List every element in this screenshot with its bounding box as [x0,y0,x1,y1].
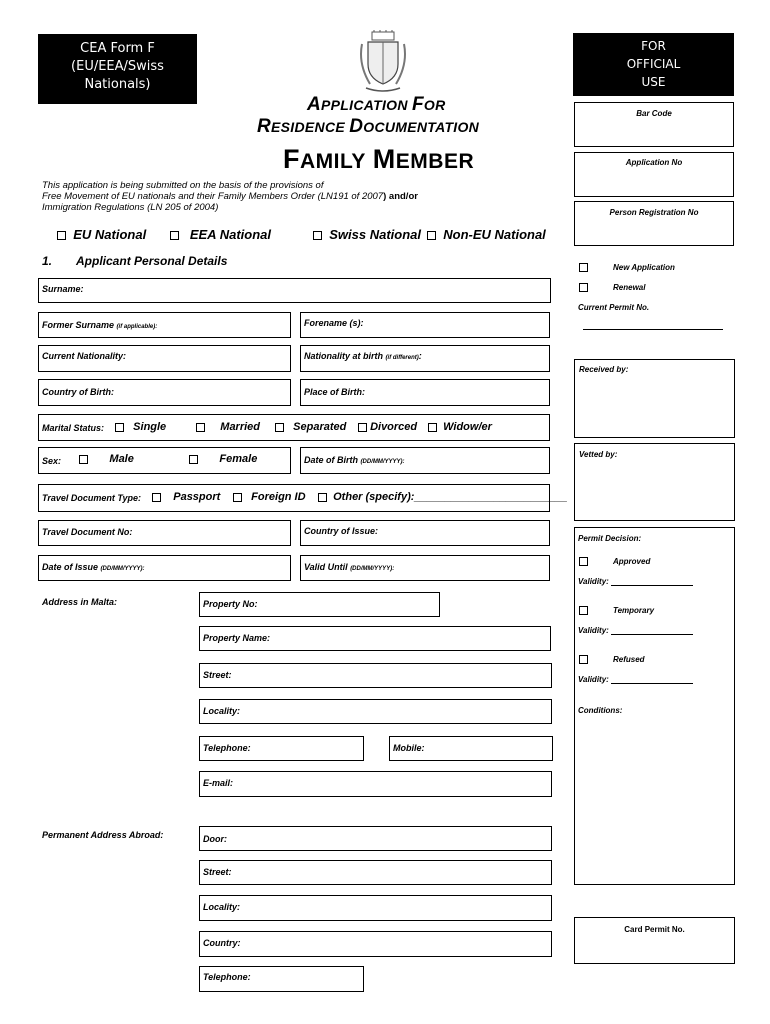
sex-label: Sex: [42,456,62,466]
option-male[interactable]: Male [79,453,134,465]
country-of-issue-field[interactable]: Country of Issue: [300,520,550,546]
validity-line[interactable] [611,626,693,635]
option-renewal[interactable]: Renewal [579,283,645,292]
former-surname-field[interactable]: Former Surname (if applicable): [38,312,291,338]
validity-line[interactable] [611,675,693,684]
locality-field[interactable]: Locality: [199,699,552,724]
checkbox[interactable] [428,423,437,432]
option-married[interactable]: Married [196,421,260,433]
validity-line[interactable] [611,577,693,586]
date-of-issue-field[interactable]: Date of Issue (DD/MM/YYYY): [38,555,291,581]
current-permit-no-label: Current Permit No. [578,303,650,312]
checkbox[interactable] [152,493,161,502]
checkbox[interactable] [318,493,327,502]
validity-temporary[interactable]: Validity: [578,626,693,635]
bar-code-box: Bar Code [574,102,734,147]
option-refused[interactable]: Refused [579,655,645,664]
option-female[interactable]: Female [189,453,257,465]
permanent-address-abroad-label: Permanent Address Abroad: [42,830,164,840]
nationality-at-birth-field[interactable]: Nationality at birth (if different): [300,345,550,372]
mobile-field[interactable]: Mobile: [389,736,553,761]
application-no-box: Application No [574,152,734,197]
permit-decision-label: Permit Decision: [578,534,642,543]
checkbox[interactable] [79,455,88,464]
property-name-field[interactable]: Property Name: [199,626,551,651]
surname-field[interactable]: Surname: [38,278,551,303]
travel-doc-no-field[interactable]: Travel Document No: [38,520,291,546]
received-by-box: Received by: [574,359,735,438]
subtitle-family-member: FAMILY MEMBER [283,144,475,174]
telephone-field[interactable]: Telephone: [199,736,364,761]
option-approved[interactable]: Approved [579,557,650,566]
checkbox[interactable] [427,231,436,240]
telephone-abroad-field[interactable]: Telephone: [199,966,364,992]
vetted-by-box: Vetted by: [574,443,735,521]
title-line-2: RESIDENCE DOCUMENTATION [257,116,480,137]
checkbox[interactable] [57,231,66,240]
checkbox[interactable] [579,283,588,292]
section-1-heading: 1. Applicant Personal Details [42,254,228,268]
travel-doc-type-label: Travel Document Type: [42,493,142,503]
property-no-field[interactable]: Property No: [199,592,440,617]
validity-refused[interactable]: Validity: [578,675,693,684]
street-field[interactable]: Street: [199,663,552,688]
person-registration-no-box: Person Registration No [574,201,734,246]
checkbox[interactable] [579,263,588,272]
form-id-box [38,34,197,104]
form-id-line: Nationals) [84,77,151,92]
checkbox[interactable] [189,455,198,464]
forename-field[interactable]: Forename (s): [300,312,550,338]
intro-text: This application is being submitted on the basis of the provisions of Free Movement of EU nationals and their Family Members Order (LN191 of 2007) and/or Immigration Regulations (LN 205 of 2004) [42,180,418,213]
checkbox[interactable] [115,423,124,432]
checkbox[interactable] [313,231,322,240]
street-abroad-field[interactable]: Street: [199,860,552,885]
option-foreign-id[interactable]: Foreign ID [233,491,306,503]
current-nationality-field[interactable]: Current Nationality: [38,345,291,372]
form-id-line: CEA Form F [80,41,155,56]
conditions-label: Conditions: [578,706,623,715]
option-passport[interactable]: Passport [152,491,220,503]
checkbox[interactable] [579,655,588,664]
option-separated[interactable]: Separated [275,421,346,433]
form-id-line: (EU/EEA/Swiss [71,59,164,74]
checkbox[interactable] [358,423,367,432]
checkbox[interactable] [233,493,242,502]
checkbox[interactable] [579,606,588,615]
official-use-header: FOR OFFICIAL USE [573,33,734,96]
option-eu-national[interactable]: EU National [57,227,146,242]
current-permit-no-line[interactable] [583,329,723,330]
door-field[interactable]: Door: [199,826,552,851]
email-field[interactable]: E-mail: [199,771,552,797]
country-field[interactable]: Country: [199,931,552,957]
address-in-malta-label: Address in Malta: [42,597,118,607]
locality-abroad-field[interactable]: Locality: [199,895,552,921]
checkbox[interactable] [170,231,179,240]
card-permit-no-box: Card Permit No. [574,917,735,964]
marital-status-label: Marital Status: [42,423,105,433]
checkbox[interactable] [275,423,284,432]
option-divorced[interactable]: Divorced [358,421,417,433]
option-non-eu-national[interactable]: Non-EU National [427,227,546,242]
checkbox[interactable] [196,423,205,432]
option-swiss-national[interactable]: Swiss National [313,227,421,242]
place-of-birth-field[interactable]: Place of Birth: [300,379,550,406]
date-of-birth-field[interactable]: Date of Birth (DD/MM/YYYY): [300,447,550,474]
option-temporary[interactable]: Temporary [579,606,654,615]
option-new-application[interactable]: New Application [579,263,675,272]
option-eea-national[interactable]: EEA National [170,227,271,242]
validity-approved[interactable]: Validity: [578,577,693,586]
malta-coat-of-arms-icon [358,30,408,92]
option-other[interactable]: Other (specify):_________________________ [318,491,567,503]
checkbox[interactable] [579,557,588,566]
title-line-1: APPLICATION FOR [307,94,446,115]
option-widower[interactable]: Widow/er [428,421,492,433]
option-single[interactable]: Single [115,421,166,433]
valid-until-field[interactable]: Valid Until (DD/MM/YYYY): [300,555,550,581]
country-of-birth-field[interactable]: Country of Birth: [38,379,291,406]
